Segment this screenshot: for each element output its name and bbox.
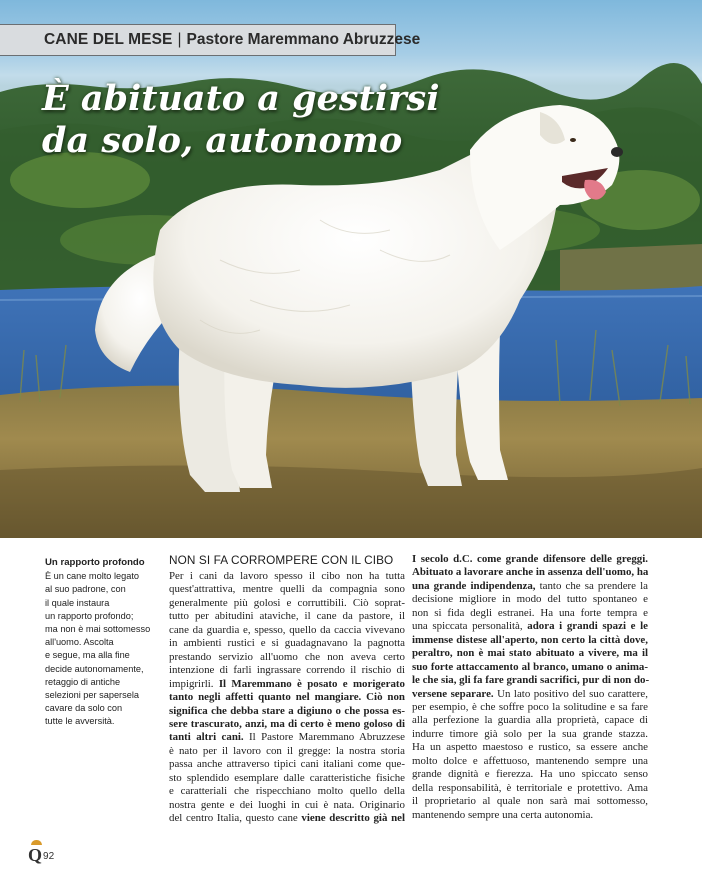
article-line: peraltro, non è mai stato abituato a vivere, ma il [412, 647, 648, 660]
article-line: è nato per il lavoro con il gregge: la nostra storia [169, 744, 405, 757]
article-line: alla perfezione la guardia alla proprietà, capace di [412, 714, 648, 727]
headline-line: È abituato a gestirsi [42, 78, 440, 119]
article-line: il proprietario al quale non sarà mai sottomesso, [412, 795, 648, 808]
sidebar-line: all'uomo. Ascolta [45, 637, 114, 648]
article-column-1 [169, 553, 405, 826]
article-line: sere trascurato, anzi, ma di certo è meno goloso di [169, 717, 405, 730]
text-run: Il Pastore Maremmano Abruzzese [243, 731, 405, 744]
sidebar-line: È un cane molto legato [45, 571, 139, 582]
page-headline [42, 78, 442, 162]
article-line: tanto negli affetti quanto nel mangiare. Ciò non [169, 691, 405, 704]
article-line: in ambienti rustici e si guadagnavano la pagnotta [169, 637, 405, 650]
article-line: decisione migliore in modo del tutto spontaneo e [412, 593, 648, 606]
sidebar-line: il quale instaura [45, 597, 110, 608]
bold-text-run: Il Maremmano è posato e morigerato [218, 677, 405, 690]
article-line [412, 688, 648, 701]
text-run: tanto che sa prendere la [535, 579, 648, 592]
magazine-logo-icon: Q [28, 845, 43, 865]
sidebar-line: al suo padrone, con [45, 584, 126, 595]
column-1-text [169, 570, 405, 826]
sidebar-line: e segue, ma alla fine [45, 650, 130, 661]
sidebar-line: cavare da solo con [45, 703, 123, 714]
section-label: CANE DEL MESE [44, 31, 173, 48]
article-line [412, 580, 648, 593]
text-run: del centro Italia, questo cane [169, 812, 302, 825]
bold-text-run: una grande indipendenza, [412, 579, 536, 592]
article-line: prestando servizio all'uomo che non aveva certo [169, 650, 405, 663]
article-line: per esempio, è che soffre poco la solitudine e sa fare [412, 700, 648, 713]
bold-text-run: tanti altri cani. [169, 731, 244, 744]
article-line: quest'attrattiva, mentre quelli da compagnia sono [169, 583, 405, 596]
sidebar-line: ma non è mai sottomesso [45, 624, 151, 635]
bold-text-run: versene separare. [412, 687, 494, 700]
article-line [169, 678, 405, 691]
article-line: molto dolce e affettuoso, mantenendo sempre una [412, 754, 648, 767]
bold-text-run: adora i grandi spazi e le [527, 620, 648, 633]
article-line: le che sia, gli fa fare grandi sacrifici, pur di non do- [412, 674, 650, 687]
article-line: nostra gente e dei luoghi in cui è nata. Originario [169, 798, 405, 811]
article-line: I secolo d.C. come grande difensore delle greggi. [412, 553, 648, 565]
sidebar-line: selezioni per sapersela [45, 690, 139, 701]
article-line: passa anche attraverso tipici cani italiani come que- [169, 758, 405, 771]
article-line [169, 731, 405, 744]
article-line: generalmente più golosi e corruttibili. Ciò soprat- [169, 596, 405, 609]
sidebar-line: decide autonomamente, [45, 663, 144, 674]
sidebar-box [45, 556, 157, 729]
sidebar-line: tutte le avversità. [45, 716, 115, 727]
article-line: non si fida degli estranei. Ha una forte tempra e [412, 606, 648, 619]
text-run: una spiccata personalità, [412, 620, 528, 633]
article-line: Abituato a lavorare anche in assenza dell'uomo, ha [412, 566, 649, 579]
article-line: della responsabilità, è territoriale e protettivo. Ama [412, 781, 648, 794]
article-line: sto splendido esemplare dalle caratteristiche fisiche [169, 771, 405, 784]
article-line: cane da guardia e, spesso, quello da caccia vivevano [169, 623, 405, 636]
article-line: intenzione di farli ingrassare correndo il rischio di [169, 664, 405, 677]
section-header-bar [0, 24, 421, 56]
headline-line: da solo, autonomo [42, 120, 403, 161]
sidebar-line: retaggio di antiche [45, 676, 121, 687]
article-column-2 [412, 553, 648, 822]
column-2-text [412, 553, 648, 822]
bold-text-run: viene descritto già nel [301, 812, 406, 825]
article-subhead: NON SI FA CORROMPERE CON IL CIBO [169, 553, 394, 567]
article-line: grande dignità e fierezza. Ha uno spiccato senso [412, 768, 648, 781]
article-line [169, 812, 405, 825]
article-line: e caratteriali che rispecchiano molto quello della [169, 785, 405, 798]
page-footer [28, 840, 54, 864]
header-separator: | [177, 31, 182, 48]
sidebar-title: Un rapporto profondo [45, 557, 145, 568]
sidebar-line: un rapporto profondo; [45, 610, 134, 621]
page-number: 92 [43, 851, 55, 862]
section-subject: Pastore Maremmano Abruzzese [186, 31, 421, 48]
article-line: immense distese all'aperto, non certo la città dove, [412, 633, 648, 646]
article-line: indurre timore già solo per la sua grande stazza. [412, 727, 648, 740]
article-line [412, 620, 648, 633]
article-line: mantenendo sempre una certa autonomia. [412, 808, 594, 821]
text-run: impigrirli. [169, 677, 219, 690]
article-line: significa che debba stare a digiuno o che possa es- [169, 704, 405, 717]
article-line: Ha un aspetto maestoso e rustico, sa essere anche [412, 741, 648, 754]
text-run: Un lato positivo del suo carattere, [493, 687, 648, 700]
article-line: suo forte attaccamento al branco, umano o anima- [412, 660, 648, 673]
article-line: tutto per abitudini ataviche, il cane da pastore, il [169, 610, 405, 623]
article-line: Per i cani da lavoro spesso il cibo non ha tutta [169, 570, 405, 582]
